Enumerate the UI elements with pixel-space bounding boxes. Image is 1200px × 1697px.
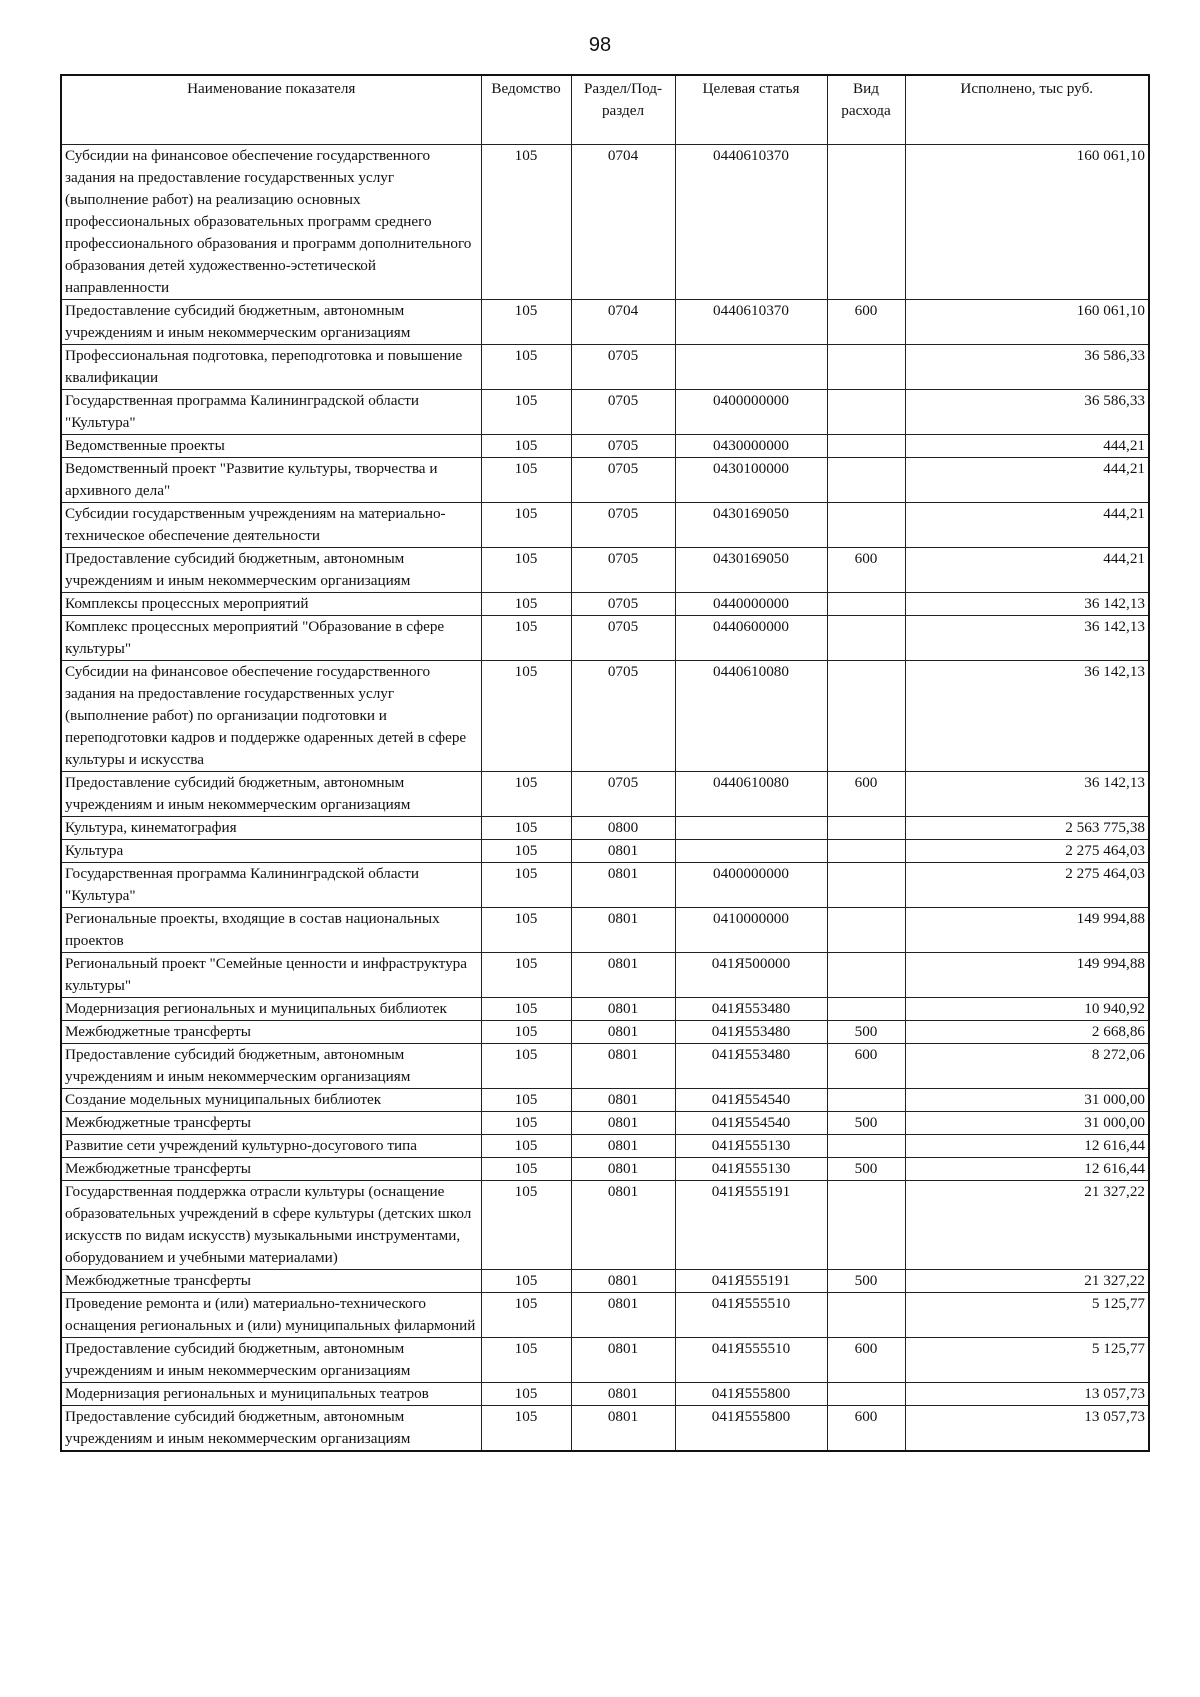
row-name: Субсидии на финансовое обеспечение государственного задания на предоставление государственных услуг (выполнение работ) на реализацию основных профессиональных образовательных программ среднего профессионального образования и программ дополнительного образования детей художественно-эстетической направленности [61,145,481,300]
row-department: 105 [481,863,571,908]
table-row [61,1270,1149,1293]
row-expense-kind [827,953,905,998]
row-target-article: 041Я553480 [675,1021,827,1044]
row-section: 0801 [571,1270,675,1293]
row-target-article: 041Я555130 [675,1135,827,1158]
header-section: Раздел/Под-раздел [571,75,675,145]
row-section: 0801 [571,1044,675,1089]
row-name: Государственная программа Калининградской области "Культура" [61,863,481,908]
row-expense-kind: 500 [827,1112,905,1135]
row-name: Межбюджетные трансферты [61,1112,481,1135]
table-row [61,1406,1149,1452]
row-amount: 36 586,33 [905,390,1149,435]
row-expense-kind [827,840,905,863]
row-expense-kind: 600 [827,772,905,817]
row-name: Субсидии на финансовое обеспечение государственного задания на предоставление государственных услуг (выполнение работ) по организации подготовки и переподготовки кадров и поддержке одаренных детей в сфере культуры и искусства [61,661,481,772]
row-amount: 2 563 775,38 [905,817,1149,840]
row-department: 105 [481,1383,571,1406]
row-section: 0801 [571,1338,675,1383]
row-amount: 13 057,73 [905,1383,1149,1406]
row-target-article: 0430169050 [675,548,827,593]
row-name: Комплекс процессных мероприятий "Образование в сфере культуры" [61,616,481,661]
table-row [61,1383,1149,1406]
row-section: 0801 [571,840,675,863]
row-amount: 21 327,22 [905,1181,1149,1270]
row-target-article: 0440610080 [675,661,827,772]
table-row [61,863,1149,908]
row-department: 105 [481,300,571,345]
row-amount: 160 061,10 [905,145,1149,300]
row-expense-kind [827,390,905,435]
row-expense-kind [827,1293,905,1338]
row-amount: 13 057,73 [905,1406,1149,1452]
row-amount: 149 994,88 [905,953,1149,998]
row-name: Проведение ремонта и (или) материально-технического оснащения региональных и (или) муниципальных филармоний [61,1293,481,1338]
row-target-article: 0410000000 [675,908,827,953]
row-section: 0801 [571,1089,675,1112]
row-name: Предоставление субсидий бюджетным, автономным учреждениям и иным некоммерческим организациям [61,1406,481,1452]
row-target-article: 041Я555800 [675,1406,827,1452]
row-target-article: 041Я555191 [675,1270,827,1293]
row-department: 105 [481,390,571,435]
row-name: Комплексы процессных мероприятий [61,593,481,616]
row-expense-kind [827,145,905,300]
row-section: 0705 [571,345,675,390]
row-department: 105 [481,1406,571,1452]
row-name: Региональные проекты, входящие в состав национальных проектов [61,908,481,953]
row-expense-kind [827,908,905,953]
row-department: 105 [481,817,571,840]
row-target-article: 0400000000 [675,390,827,435]
row-name: Государственная поддержка отрасли культуры (оснащение образовательных учреждений в сфере культуры (детских школ искусств по видам искусств) музыкальными инструментами, оборудованием и учебными материалами) [61,1181,481,1270]
row-amount: 444,21 [905,435,1149,458]
row-target-article: 041Я555130 [675,1158,827,1181]
row-section: 0801 [571,1021,675,1044]
row-department: 105 [481,1021,571,1044]
table-body [61,145,1149,1452]
row-section: 0705 [571,458,675,503]
row-expense-kind: 500 [827,1270,905,1293]
row-department: 105 [481,772,571,817]
row-section: 0705 [571,616,675,661]
row-section: 0801 [571,1135,675,1158]
row-department: 105 [481,840,571,863]
row-department: 105 [481,998,571,1021]
row-target-article: 0440610080 [675,772,827,817]
row-section: 0705 [571,772,675,817]
budget-table [60,74,1150,1452]
row-section: 0705 [571,661,675,772]
row-name: Профессиональная подготовка, переподготовка и повышение квалификации [61,345,481,390]
row-target-article: 0440000000 [675,593,827,616]
row-amount: 10 940,92 [905,998,1149,1021]
row-name: Ведомственный проект "Развитие культуры, творчества и архивного дела" [61,458,481,503]
table-header-row [61,75,1149,145]
row-amount: 21 327,22 [905,1270,1149,1293]
header-amount: Исполнено, тыс руб. [905,75,1149,145]
row-target-article: 041Я555800 [675,1383,827,1406]
row-target-article [675,817,827,840]
row-department: 105 [481,1338,571,1383]
row-expense-kind: 500 [827,1021,905,1044]
table-row [61,998,1149,1021]
row-department: 105 [481,435,571,458]
row-amount: 36 142,13 [905,593,1149,616]
table-row [61,1021,1149,1044]
table-row [61,840,1149,863]
header-name: Наименование показателя [61,75,481,145]
row-expense-kind [827,345,905,390]
row-name: Региональный проект "Семейные ценности и инфраструктура культуры" [61,953,481,998]
row-expense-kind: 600 [827,1338,905,1383]
row-target-article [675,840,827,863]
row-section: 0801 [571,998,675,1021]
row-department: 105 [481,503,571,548]
row-expense-kind [827,817,905,840]
row-amount: 5 125,77 [905,1293,1149,1338]
row-department: 105 [481,345,571,390]
row-target-article: 041Я553480 [675,1044,827,1089]
row-expense-kind: 600 [827,548,905,593]
row-name: Предоставление субсидий бюджетным, автономным учреждениям и иным некоммерческим организациям [61,1044,481,1089]
row-section: 0704 [571,145,675,300]
row-target-article: 041Я500000 [675,953,827,998]
row-name: Межбюджетные трансферты [61,1021,481,1044]
row-amount: 5 125,77 [905,1338,1149,1383]
row-amount: 12 616,44 [905,1135,1149,1158]
table-row [61,345,1149,390]
row-department: 105 [481,1158,571,1181]
table-row [61,548,1149,593]
row-amount: 2 275 464,03 [905,840,1149,863]
row-section: 0801 [571,863,675,908]
row-section: 0705 [571,503,675,548]
row-section: 0801 [571,1112,675,1135]
row-name: Предоставление субсидий бюджетным, автономным учреждениям и иным некоммерческим организациям [61,548,481,593]
table-row [61,908,1149,953]
row-department: 105 [481,1293,571,1338]
row-section: 0705 [571,548,675,593]
table-row [61,661,1149,772]
row-section: 0801 [571,1406,675,1452]
table-row [61,1089,1149,1112]
row-target-article [675,345,827,390]
table-row [61,390,1149,435]
table-row [61,1135,1149,1158]
row-expense-kind [827,1383,905,1406]
row-amount: 36 586,33 [905,345,1149,390]
row-department: 105 [481,1270,571,1293]
row-expense-kind [827,503,905,548]
row-department: 105 [481,145,571,300]
row-expense-kind: 600 [827,1406,905,1452]
row-amount: 36 142,13 [905,661,1149,772]
row-name: Государственная программа Калининградской области "Культура" [61,390,481,435]
row-target-article: 041Я555510 [675,1293,827,1338]
row-target-article: 0430100000 [675,458,827,503]
row-amount: 444,21 [905,458,1149,503]
row-target-article: 0440610370 [675,300,827,345]
row-amount: 8 272,06 [905,1044,1149,1089]
row-section: 0705 [571,435,675,458]
row-expense-kind: 500 [827,1158,905,1181]
row-amount: 36 142,13 [905,772,1149,817]
row-target-article: 0440610370 [675,145,827,300]
row-amount: 444,21 [905,548,1149,593]
table-row [61,1158,1149,1181]
header-target-article: Целевая статья [675,75,827,145]
row-department: 105 [481,593,571,616]
row-department: 105 [481,1135,571,1158]
table-row [61,953,1149,998]
table-row [61,1044,1149,1089]
row-name: Межбюджетные трансферты [61,1158,481,1181]
row-amount: 31 000,00 [905,1089,1149,1112]
row-name: Модернизация региональных и муниципальных библиотек [61,998,481,1021]
row-expense-kind [827,435,905,458]
row-target-article: 041Я555510 [675,1338,827,1383]
row-target-article: 041Я554540 [675,1089,827,1112]
table-row [61,616,1149,661]
row-amount: 444,21 [905,503,1149,548]
row-expense-kind [827,1181,905,1270]
table-row [61,817,1149,840]
row-name: Межбюджетные трансферты [61,1270,481,1293]
header-department: Ведомство [481,75,571,145]
row-target-article: 0400000000 [675,863,827,908]
table-row [61,435,1149,458]
row-name: Модернизация региональных и муниципальных театров [61,1383,481,1406]
row-amount: 149 994,88 [905,908,1149,953]
table-row [61,1112,1149,1135]
row-amount: 36 142,13 [905,616,1149,661]
row-target-article: 041Я553480 [675,998,827,1021]
row-expense-kind [827,998,905,1021]
row-expense-kind [827,593,905,616]
row-section: 0801 [571,1158,675,1181]
row-section: 0705 [571,390,675,435]
row-section: 0704 [571,300,675,345]
row-expense-kind: 600 [827,300,905,345]
page-number: 98 [588,34,612,56]
row-target-article: 041Я555191 [675,1181,827,1270]
row-department: 105 [481,458,571,503]
row-expense-kind [827,661,905,772]
table-row [61,593,1149,616]
table-row [61,772,1149,817]
row-expense-kind [827,616,905,661]
row-target-article: 0430000000 [675,435,827,458]
row-amount: 2 668,86 [905,1021,1149,1044]
row-department: 105 [481,953,571,998]
row-section: 0800 [571,817,675,840]
row-name: Культура, кинематография [61,817,481,840]
row-section: 0801 [571,1383,675,1406]
row-amount: 31 000,00 [905,1112,1149,1135]
row-department: 105 [481,1181,571,1270]
header-expense-kind: Вид расхода [827,75,905,145]
row-name: Предоставление субсидий бюджетным, автономным учреждениям и иным некоммерческим организациям [61,1338,481,1383]
row-expense-kind [827,1135,905,1158]
row-name: Создание модельных муниципальных библиотек [61,1089,481,1112]
row-target-article: 0440600000 [675,616,827,661]
row-expense-kind [827,1089,905,1112]
row-department: 105 [481,616,571,661]
table-row [61,145,1149,300]
row-section: 0801 [571,908,675,953]
row-name: Предоставление субсидий бюджетным, автономным учреждениям и иным некоммерческим организациям [61,772,481,817]
table-row [61,503,1149,548]
row-name: Развитие сети учреждений культурно-досугового типа [61,1135,481,1158]
row-department: 105 [481,1089,571,1112]
row-section: 0801 [571,1181,675,1270]
row-department: 105 [481,908,571,953]
row-department: 105 [481,548,571,593]
row-department: 105 [481,1112,571,1135]
row-name: Ведомственные проекты [61,435,481,458]
row-name: Культура [61,840,481,863]
row-department: 105 [481,661,571,772]
row-expense-kind: 600 [827,1044,905,1089]
row-target-article: 0430169050 [675,503,827,548]
row-section: 0801 [571,1293,675,1338]
row-target-article: 041Я554540 [675,1112,827,1135]
row-expense-kind [827,458,905,503]
row-name: Субсидии государственным учреждениям на материально-техническое обеспечение деятельности [61,503,481,548]
row-department: 105 [481,1044,571,1089]
row-amount: 160 061,10 [905,300,1149,345]
row-section: 0801 [571,953,675,998]
row-amount: 12 616,44 [905,1158,1149,1181]
table-row [61,1293,1149,1338]
row-section: 0705 [571,593,675,616]
table-row [61,1338,1149,1383]
row-expense-kind [827,863,905,908]
table-row [61,1181,1149,1270]
row-name: Предоставление субсидий бюджетным, автономным учреждениям и иным некоммерческим организациям [61,300,481,345]
row-amount: 2 275 464,03 [905,863,1149,908]
table-row [61,458,1149,503]
table-row [61,300,1149,345]
